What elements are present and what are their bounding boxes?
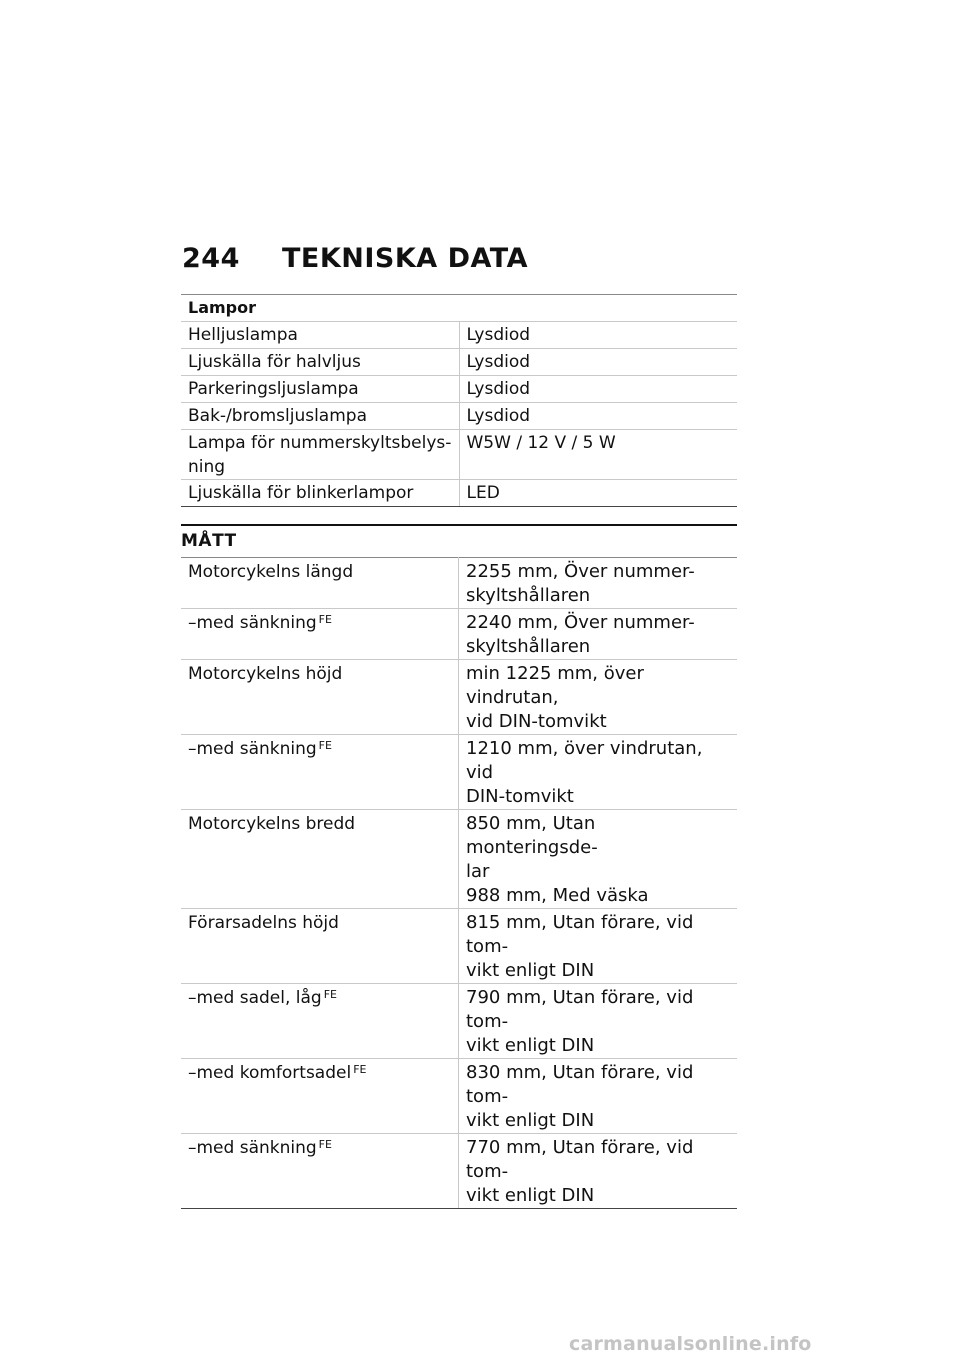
table-row: [181, 1059, 737, 1134]
spec-value-line: 2240 mm, Över nummer-: [466, 612, 695, 633]
table-row: [181, 609, 737, 660]
table-row: [181, 558, 737, 609]
spec-label-cell: [181, 1134, 459, 1209]
spec-value-cell: [459, 558, 738, 609]
spec-label-cell: [181, 558, 459, 609]
spec-value-line: DIN-tomvikt: [466, 786, 574, 807]
spec-value: W5W / 12 V / 5 W: [459, 430, 737, 480]
spec-label: Motorcykelns bredd: [188, 814, 356, 834]
page-header: [182, 238, 528, 278]
spec-value: Lysdiod: [459, 322, 737, 349]
table-row: [181, 735, 737, 810]
spec-value-line: 1210 mm, över vindrutan, vid: [466, 738, 703, 783]
spec-label: Lampa för nummerskyltsbelys-ning: [181, 430, 459, 480]
spec-value-line: vikt enligt DIN: [466, 1110, 595, 1131]
table-row: [181, 376, 737, 403]
spec-label-cell: [181, 909, 459, 984]
spec-label: Motorcykelns höjd: [188, 664, 343, 684]
table-row: [181, 480, 737, 507]
spec-value-cell: [459, 1134, 738, 1209]
section-title: MÅTT: [181, 531, 237, 551]
table-row: [181, 403, 737, 430]
chapter-title: TEKNISKA DATA: [282, 242, 529, 274]
equipment-code: FE: [318, 739, 332, 752]
spec-label: Parkeringsljuslampa: [181, 376, 459, 403]
spec-label: Motorcykelns längd: [188, 562, 354, 582]
spec-value: Lysdiod: [459, 349, 737, 376]
page-content: [181, 294, 737, 1209]
spec-value-cell: [459, 810, 738, 909]
lamps-group-title: Lampor: [181, 295, 737, 322]
spec-label-cell: [181, 609, 459, 660]
spec-value-cell: [459, 609, 738, 660]
table-row: [181, 349, 737, 376]
spec-value-line: 988 mm, Med väska: [466, 885, 649, 906]
table-row: [181, 1134, 737, 1209]
spec-label: Förarsadelns höjd: [188, 913, 339, 933]
spec-label-cell: [181, 984, 459, 1059]
spec-value-line: 815 mm, Utan förare, vid tom-: [466, 912, 694, 957]
spec-label: Bak-/bromsljuslampa: [181, 403, 459, 430]
spec-label: –med komfortsadel: [188, 1063, 352, 1083]
spec-label: –med sänkning: [188, 739, 317, 759]
spec-value: Lysdiod: [459, 376, 737, 403]
table-row: [181, 810, 737, 909]
spec-label-cell: [181, 660, 459, 735]
spec-value-line: skyltshållaren: [466, 636, 591, 657]
table-row: [181, 909, 737, 984]
table-row: [181, 322, 737, 349]
spec-value-cell: [459, 660, 738, 735]
spec-label: Ljuskälla för halvljus: [181, 349, 459, 376]
spec-value-line: min 1225 mm, över vindrutan,: [466, 663, 644, 708]
table-row: [181, 430, 737, 480]
spec-value: Lysdiod: [459, 403, 737, 430]
spec-label: –med sänkning: [188, 613, 317, 633]
spec-label: –med sänkning: [188, 1138, 317, 1158]
table-row: [181, 660, 737, 735]
dimensions-table-body: [181, 558, 737, 1209]
spec-value-cell: [459, 735, 738, 810]
dimensions-table: [181, 557, 737, 1209]
spec-value: LED: [459, 480, 737, 507]
equipment-code: FE: [323, 988, 337, 1001]
spec-value-line: skyltshållaren: [466, 585, 591, 606]
equipment-code: FE: [353, 1063, 367, 1076]
page-number: 244: [182, 242, 240, 274]
equipment-code: FE: [318, 1138, 332, 1151]
spec-label-cell: [181, 810, 459, 909]
spec-label: Helljuslampa: [181, 322, 459, 349]
spec-value-cell: [459, 1059, 738, 1134]
spec-value-cell: [459, 984, 738, 1059]
spec-label: Ljuskälla för blinkerlampor: [181, 480, 459, 507]
lamps-group-row: [181, 295, 737, 322]
spec-value-line: vikt enligt DIN: [466, 960, 595, 981]
equipment-code: FE: [318, 613, 332, 626]
spec-value-line: 790 mm, Utan förare, vid tom-: [466, 987, 694, 1032]
lamps-table: [181, 294, 737, 507]
spec-value-line: 830 mm, Utan förare, vid tom-: [466, 1062, 694, 1107]
spec-value-cell: [459, 909, 738, 984]
spec-value-line: lar: [466, 861, 490, 882]
spec-value-line: 770 mm, Utan förare, vid tom-: [466, 1137, 694, 1182]
spec-value-line: vikt enligt DIN: [466, 1035, 595, 1056]
spec-value-line: vid DIN-tomvikt: [466, 711, 607, 732]
spec-label: –med sadel, låg: [188, 988, 322, 1008]
spec-label-cell: [181, 735, 459, 810]
spec-value-line: vikt enligt DIN: [466, 1185, 595, 1206]
spec-value-line: 2255 mm, Över nummer-: [466, 561, 695, 582]
watermark: carmanualsonline.info: [569, 1333, 812, 1355]
spec-value-line: 850 mm, Utan monteringsde-: [466, 813, 598, 858]
table-row: [181, 984, 737, 1059]
spec-label-cell: [181, 1059, 459, 1134]
